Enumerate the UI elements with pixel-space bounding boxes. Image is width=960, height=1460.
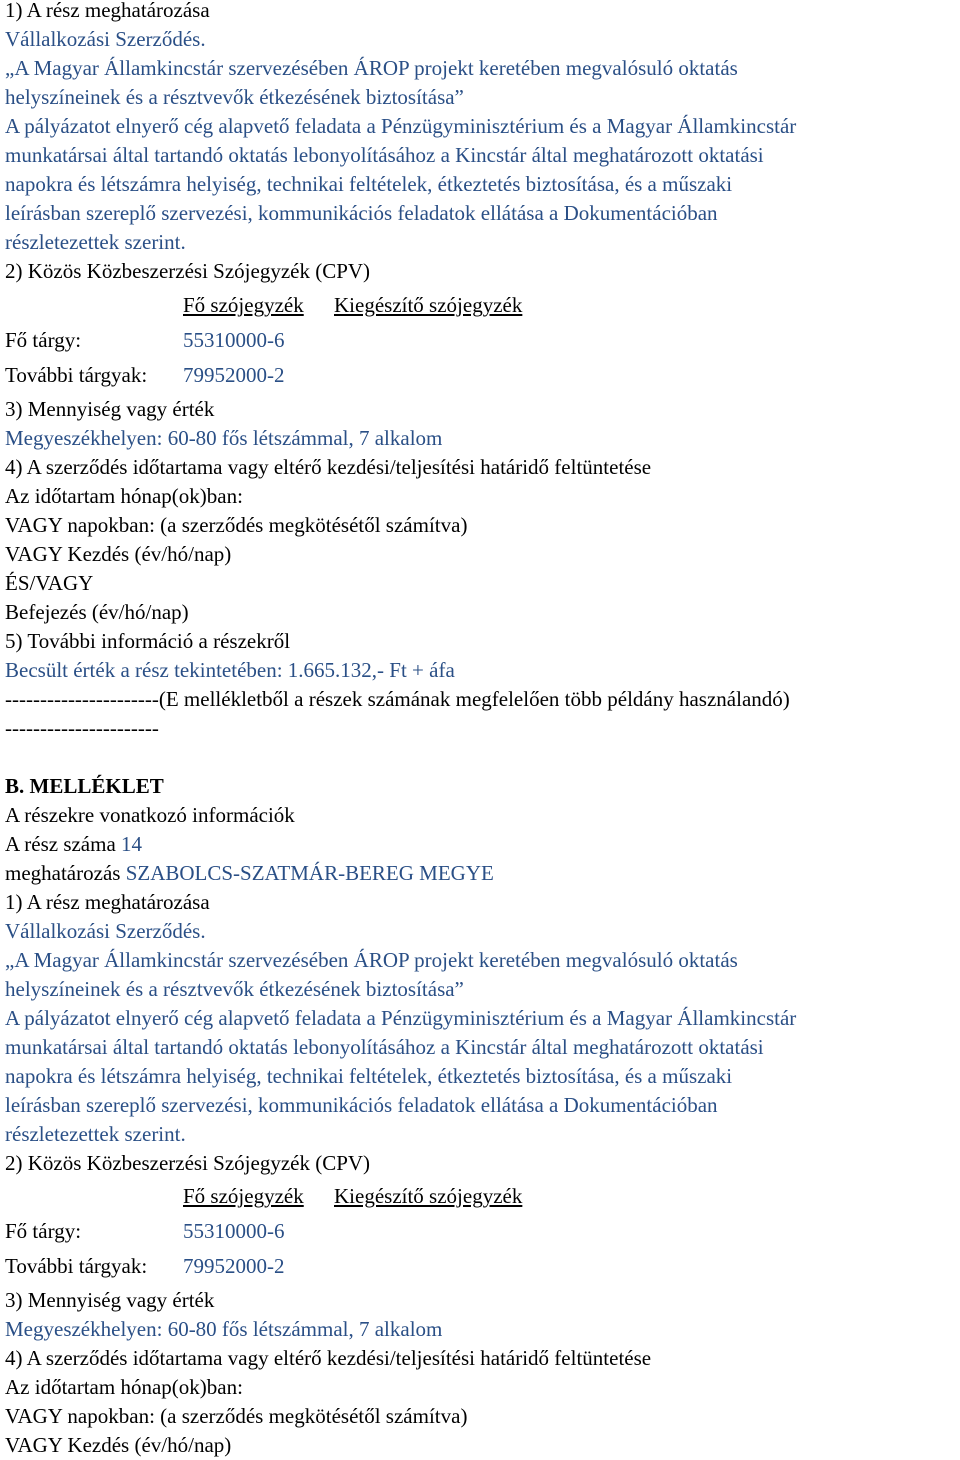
additional-cpv-code-2: 79952000-2 [183, 1254, 285, 1278]
estimated-value: Becsült érték a rész tekintetében: 1.665.132,- Ft + áfa [5, 658, 455, 682]
separator-note: ----------------------(E mellékletből a részek számának megfelelően több példány használandó) [5, 687, 790, 711]
description-line-2: munkatársai által tartandó oktatás lebonyolításához a Kincstár által meghatározott oktatási [5, 143, 764, 167]
main-object-label: Fő tárgy: [5, 328, 82, 352]
duration-heading: 4) A szerződés időtartama vagy eltérő kezdési/teljesítési határidő feltüntetése [5, 455, 652, 479]
project-title-line-2: helyszíneinek és a résztvevők étkezésének biztosítása” [5, 85, 464, 109]
description-line-1: A pályázatot elnyerő cég alapvető feladata a Pénzügyminisztérium és a Magyar Államkincstár [5, 114, 797, 138]
part-definition-heading-2: 1) A rész meghatározása [5, 890, 210, 914]
description-line-4-2: leírásban szereplő szervezési, kommunikációs feladatok ellátása a Dokumentációban [5, 1093, 718, 1117]
contract-type: Vállalkozási Szerződés. [5, 27, 206, 51]
part-definition-heading: 1) A rész meghatározása [5, 0, 210, 22]
description-line-3: napokra és létszámra helyiség, technikai feltételek, étkeztetés biztosítása, és a műszaki [5, 172, 733, 196]
annex-title: B. MELLÉKLET [5, 774, 164, 798]
definition-value: SZABOLCS-SZATMÁR-BEREG MEGYE [125, 861, 494, 885]
project-title-line-1: „A Magyar Államkincstár szervezésében ÁROP projekt keretében megvalósuló oktatás [5, 56, 738, 80]
definition-label: meghatározás [5, 861, 121, 885]
part-number-label: A rész száma [5, 832, 116, 856]
quantity-value: Megyeszékhelyen: 60-80 fős létszámmal, 7 alkalom [5, 426, 443, 450]
annex-subtitle: A részekre vonatkozó információk [5, 803, 295, 827]
additional-objects-label: További tárgyak: [5, 363, 148, 387]
project-title-line-2-2: helyszíneinek és a résztvevők étkezésének biztosítása” [5, 977, 464, 1001]
duration-start: VAGY Kezdés (év/hó/nap) [5, 542, 232, 566]
part-number-value: 14 [121, 832, 143, 856]
further-info-heading: 5) További információ a részekről [5, 629, 291, 653]
quantity-value-2: Megyeszékhelyen: 60-80 fős létszámmal, 7 alkalom [5, 1317, 443, 1341]
description-line-2-2: munkatársai által tartandó oktatás lebonyolításához a Kincstár által meghatározott oktatási [5, 1035, 764, 1059]
main-cpv-code-2: 55310000-6 [183, 1219, 285, 1243]
additional-objects-label-2: További tárgyak: [5, 1254, 148, 1278]
cpv-supp-vocab-header: Kiegészítő szójegyzék [334, 293, 523, 317]
main-object-label-2: Fő tárgy: [5, 1219, 82, 1243]
quantity-heading: 3) Mennyiség vagy érték [5, 397, 215, 421]
quantity-heading-2: 3) Mennyiség vagy érték [5, 1288, 215, 1312]
project-title-line-1-2: „A Magyar Államkincstár szervezésében ÁROP projekt keretében megvalósuló oktatás [5, 948, 738, 972]
cpv-supp-vocab-header-2: Kiegészítő szójegyzék [334, 1184, 523, 1208]
duration-months-2: Az időtartam hónap(ok)ban: [5, 1375, 243, 1399]
main-cpv-code: 55310000-6 [183, 328, 285, 352]
cpv-heading-2: 2) Közös Közbeszerzési Szójegyzék (CPV) [5, 1151, 371, 1175]
cpv-main-vocab-header: Fő szójegyzék [183, 293, 304, 317]
description-line-3-2: napokra és létszámra helyiség, technikai feltételek, étkeztetés biztosítása, és a műszaki [5, 1064, 733, 1088]
duration-end: Befejezés (év/hó/nap) [5, 600, 189, 624]
duration-months: Az időtartam hónap(ok)ban: [5, 484, 243, 508]
duration-heading-2: 4) A szerződés időtartama vagy eltérő kezdési/teljesítési határidő feltüntetése [5, 1346, 652, 1370]
description-line-1-2: A pályázatot elnyerő cég alapvető feladata a Pénzügyminisztérium és a Magyar Államkincstár [5, 1006, 797, 1030]
description-line-5: részletezettek szerint. [5, 230, 186, 254]
description-line-5-2: részletezettek szerint. [5, 1122, 186, 1146]
cpv-heading: 2) Közös Közbeszerzési Szójegyzék (CPV) [5, 259, 371, 283]
cpv-main-vocab-header-2: Fő szójegyzék [183, 1184, 304, 1208]
part-number-row [5, 830, 142, 859]
description-line-4: leírásban szereplő szervezési, kommunikációs feladatok ellátása a Dokumentációban [5, 201, 718, 225]
contract-type-2: Vállalkozási Szerződés. [5, 919, 206, 943]
duration-days: VAGY napokban: (a szerződés megkötésétől számítva) [5, 513, 468, 537]
additional-cpv-code: 79952000-2 [183, 363, 285, 387]
duration-start-2: VAGY Kezdés (év/hó/nap) [5, 1433, 232, 1457]
and-or: ÉS/VAGY [5, 571, 94, 595]
definition-row [5, 859, 494, 888]
separator-tail: ---------------------- [5, 716, 159, 740]
duration-days-2: VAGY napokban: (a szerződés megkötésétől számítva) [5, 1404, 468, 1428]
